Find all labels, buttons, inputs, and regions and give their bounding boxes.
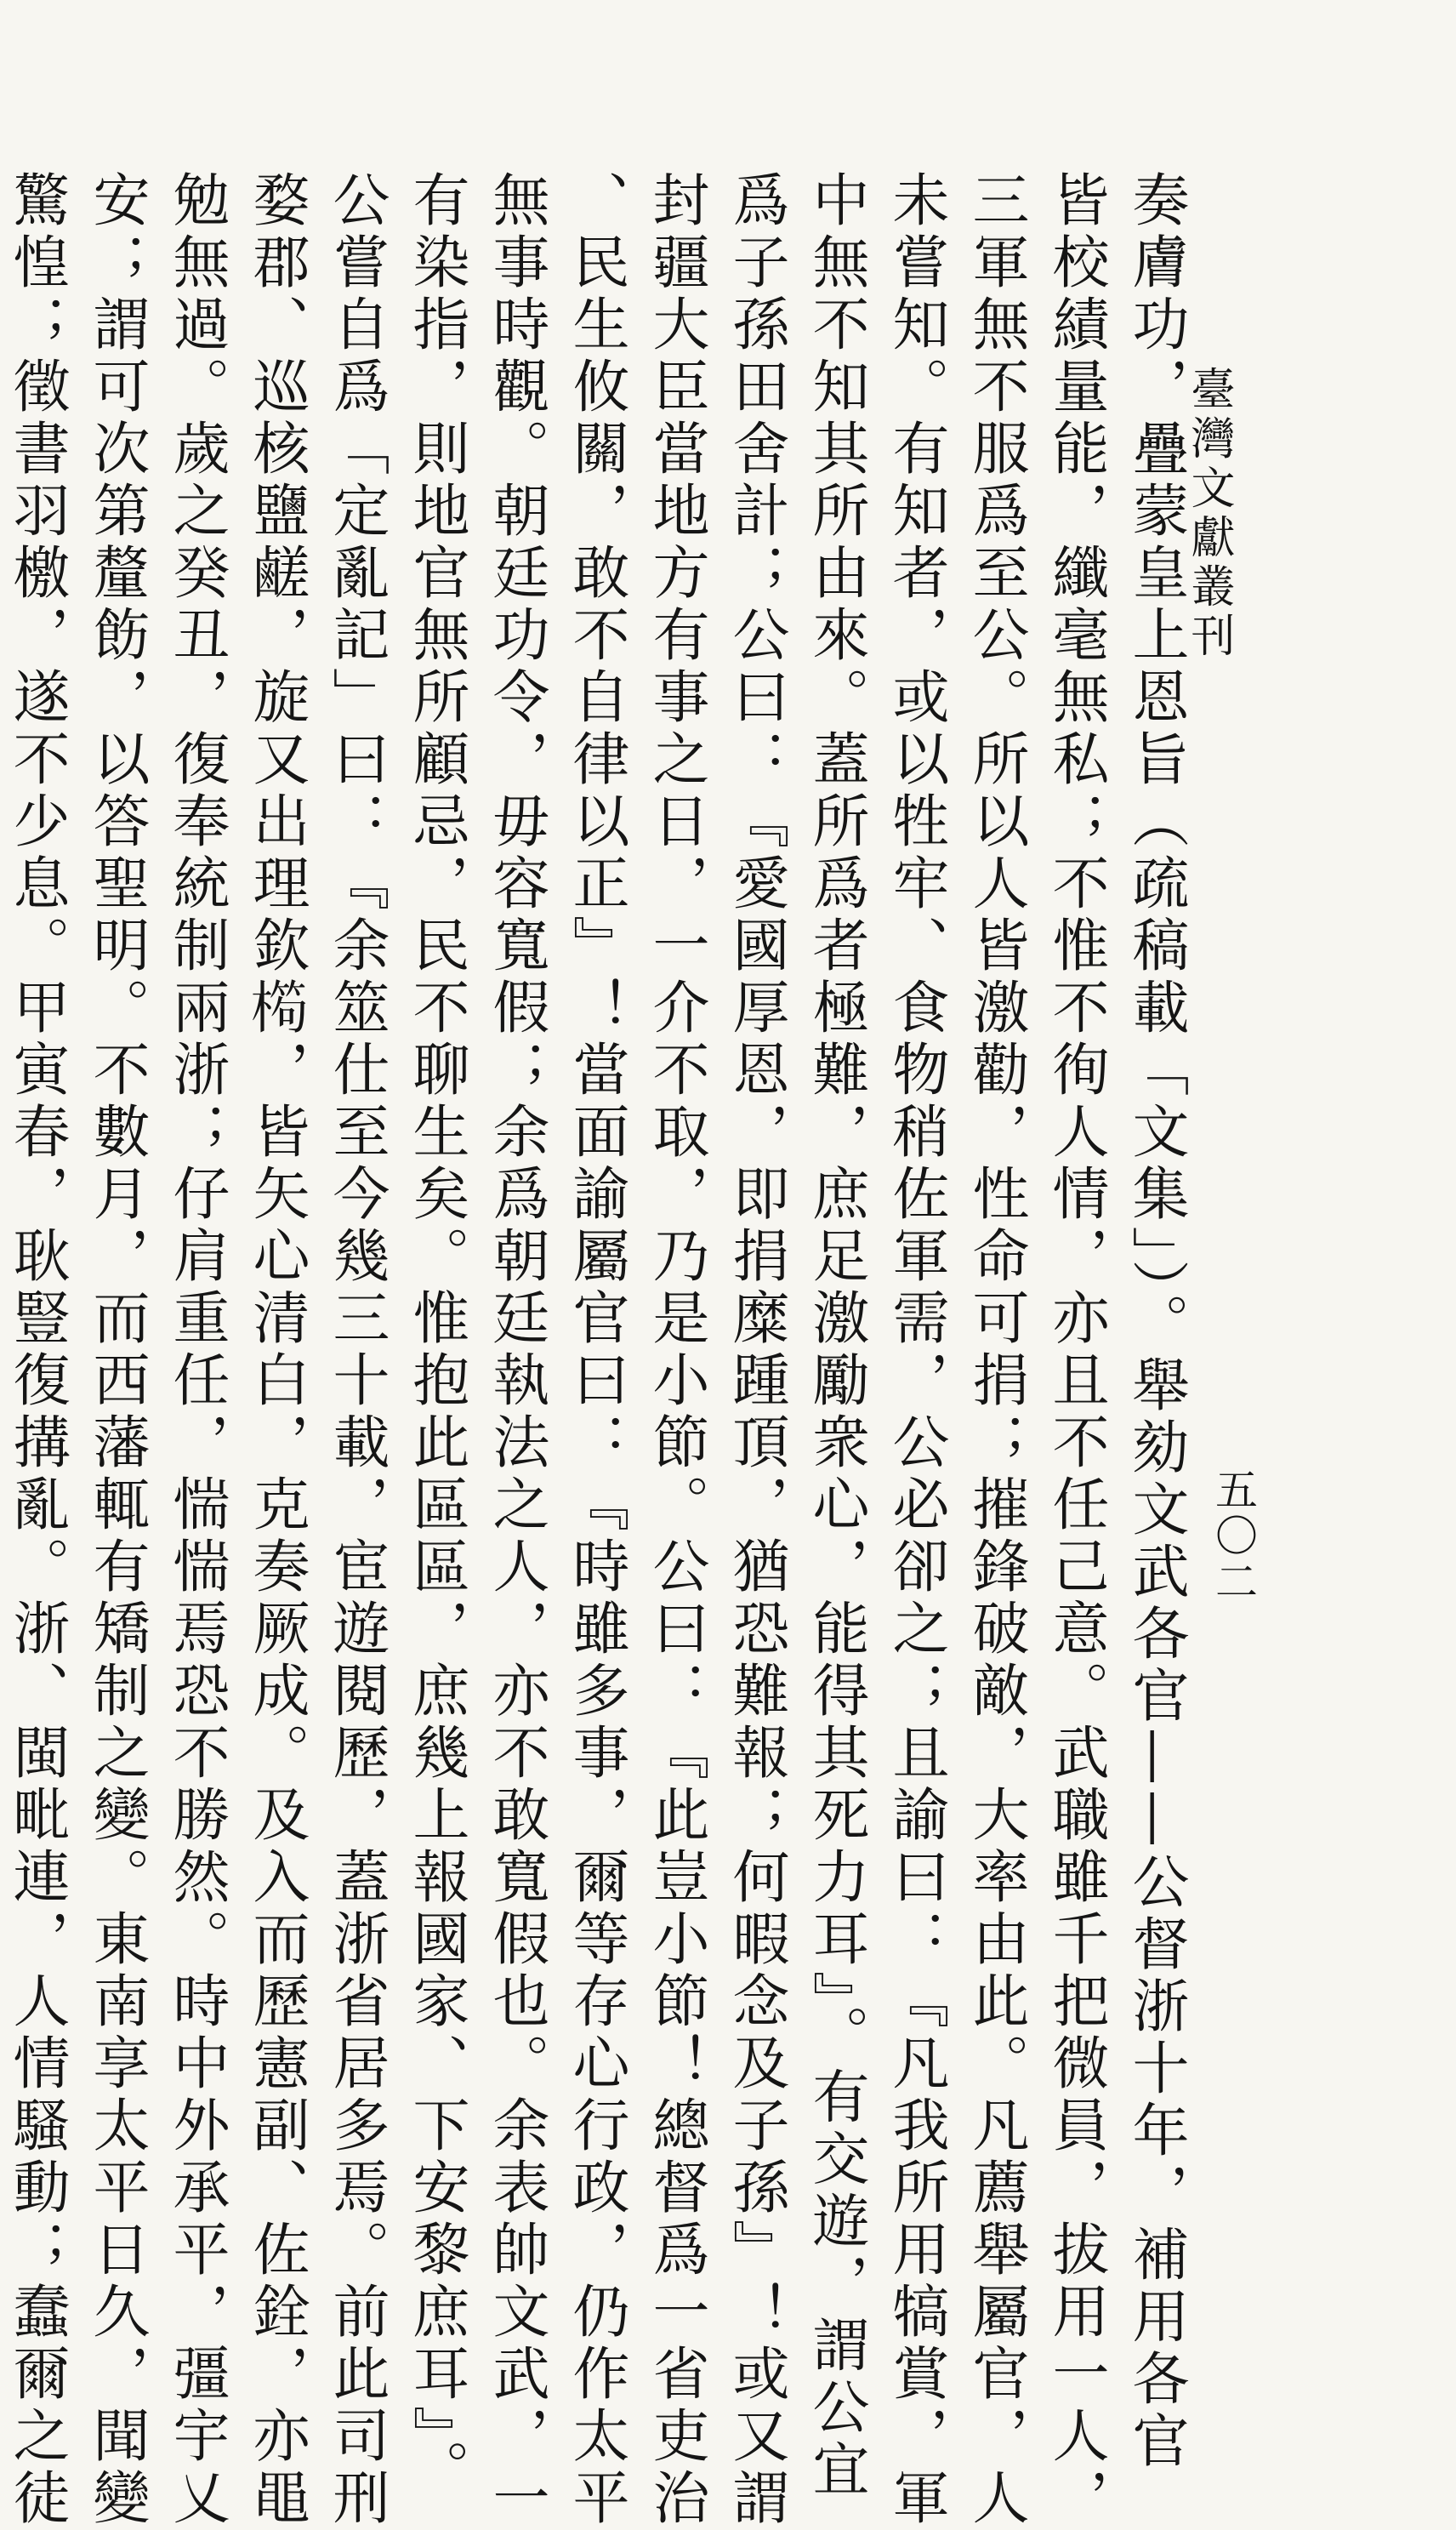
body-text [0, 170, 1197, 2530]
text-line: 勉無過。歲之癸丑，復奉統制兩浙；仔肩重任，惴惴焉恐不勝然。時中外承平，彊宇乂 [164, 170, 230, 2530]
text-line: 、民生攸關，敢不自律以正』！當面諭屬官曰：『時雖多事，爾等存心行政，仍作太平 [564, 170, 630, 2530]
text-line: 未嘗知。有知者，或以牲牢、食物稍佐軍需，公必卻之；且諭曰：『凡我所用犒賞，軍 [884, 170, 950, 2530]
text-line: 驚惶；徵書羽檄，遂不少息。甲寅春，耿豎復搆亂。浙、閩毗連，人情騷動；蠢爾之徒 [4, 170, 71, 2530]
text-line: 封疆大臣當地方有事之日，一介不取，乃是小節。公曰：『此豈小節！總督爲一省吏治 [644, 170, 710, 2530]
text-line: 奏膚功，疊蒙皇上恩旨（疏稿載「文集」）。舉劾文武各官——公督浙十年，補用各官 [1123, 170, 1190, 2473]
text-line: 三軍無不服爲至公。所以人皆激勸，性命可捐；摧鋒破敵，大率由此。凡薦舉屬官，人 [964, 170, 1030, 2530]
text-line: 公嘗自爲「定亂記」曰：『余筮仕至今幾三十載，宦遊閱歷，蓋浙省居多焉。前此司刑 [324, 170, 390, 2530]
text-line: 有染指，則地官無所顧忌，民不聊生矣。惟抱此區區，庶幾上報國家、下安黎庶耳』。 [404, 170, 470, 2502]
text-line: 婺郡、巡核鹽鹺，旋又出理欽𣙱，皆矢心清白，克奏厥成。及入而歷憲副、佐銓，亦黽 [244, 170, 310, 2530]
text-line: 中無不知其所由來。蓋所爲者極難，庶足激勵衆心，能得其死力耳』。有交遊，謂公宜 [804, 170, 870, 2502]
text-line: 無事時觀。朝廷功令，毋容寬假；余爲朝廷執法之人，亦不敢寬假也。余表帥文武，一 [484, 170, 550, 2530]
series-title: 臺灣文獻叢刊 [1183, 366, 1234, 662]
page-number: 五〇二 [1209, 1467, 1258, 1605]
text-line: 安；謂可次第釐飭，以答聖明。不數月，而西藩輒有矯制之變。東南享太平日久，聞變 [84, 170, 151, 2530]
text-line: 皆校績量能，纖毫無私；不惟不徇人情，亦且不任己意。武職雖千把微員，拔用一人， [1044, 170, 1110, 2530]
text-line: 爲子孫田舍計；公曰：『愛國厚恩，即捐糜踵頂，猶恐難報；何暇念及子孫』！或又謂 [724, 170, 790, 2530]
